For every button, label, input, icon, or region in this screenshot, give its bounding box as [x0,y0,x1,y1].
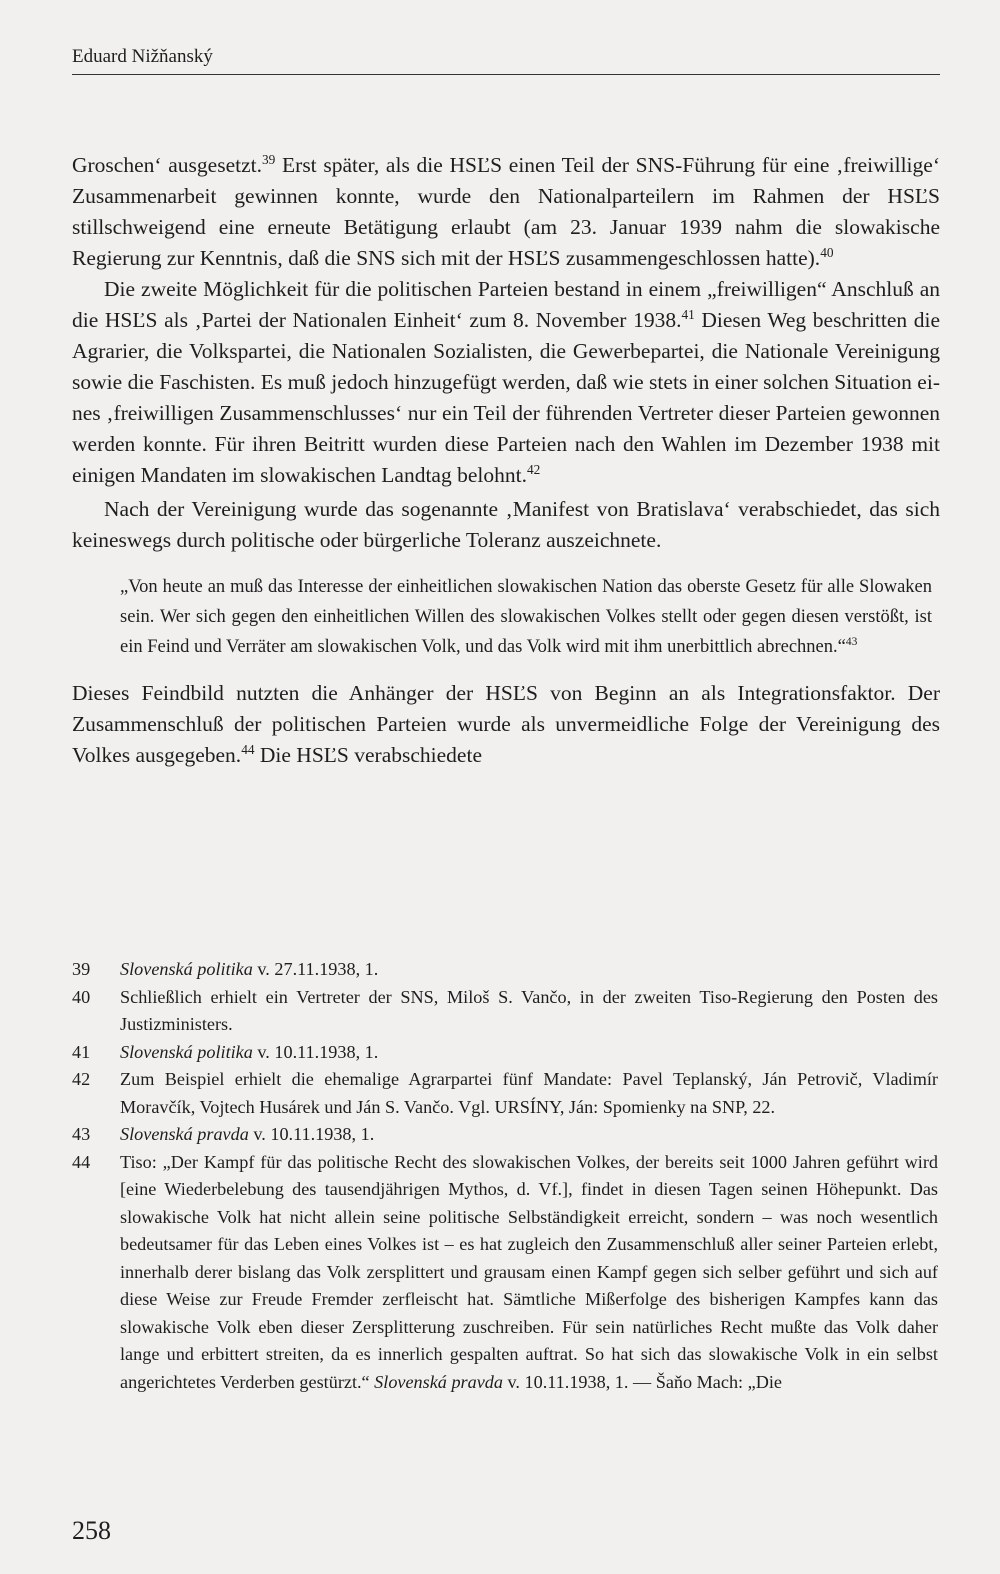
footnote-number: 44 [72,1151,91,1172]
footnote-ref-44[interactable]: 44 [241,741,255,757]
source-title: Slovenská pravda [120,1124,249,1144]
footnote-number: 39 [72,959,91,979]
footnotes [72,956,938,1396]
footnote-ref-40[interactable]: 40 [820,244,834,260]
header-author: Eduard Nižňanský [72,46,213,67]
footnote-ref-41[interactable]: 41 [681,306,695,322]
paragraph-3: Nach der Vereinigung wurde das sogenannte ‚Manifest von Bratislava‘ verabschiedet, das sich keineswegs durch politische oder bürgerliche Toleranz auszeichnete. [72,497,940,552]
footnote-number: 42 [72,1069,91,1089]
source-title: Slovenská politika [120,959,253,979]
paragraph-2: Die zweite Möglichkeit für die politischen Parteien bestand in einem „freiwilligen“ Anschluß an die HSĽS als ‚Partei der Nationalen Einheit‘ zum 8. November 1938.41 Diesen Weg beschritten die Agrarier, die Volkspartei, die Nationalen Sozialisten, die Gewerbepartei, die Nationale Vereinigung sowie die Faschisten. Es muß jedoch hinzugefügt werden, daß wie stets in einer solchen Situation eines ‚freiwilligen Zusammenschlusses‘ nur ein Teil der führenden Vertreter dieser Parteien gewonnen werden konnte. Für ihren Beitritt wurden diese Parteien nach den Wahlen im Dezember 1938 mit einigen Mandaten im slowakischen Landtag belohnt.$^{42}$ [72,277,940,487]
running-header [72,46,940,68]
footnote-number: 40 [72,986,91,1007]
source-title: Slovenská pravda [374,1371,503,1392]
footnote-number: 41 [72,1041,91,1062]
footnote-number: 43 [72,1124,91,1144]
footnote-40: 40 Schließlich erhielt ein Vertreter der SNS, Miloš S. Vančo, in der zweiten Tiso-Regierung den Posten des Justizministers. [72,984,938,1039]
main-text [72,150,940,771]
paragraph-1: Groschen‘ ausgesetzt.$^{39}$ Erst später, als die HSĽS einen Teil der SNS-Führung für eine ‚freiwillige‘ Zusammenarbeit gewinnen konnte, wurde den Nationalparteilern im Rahmen der HSĽS stillschweigend eine erneute Betätigung erlaubt (am 23. Januar 1939 nahm die slowakische Regierung zur Kenntnis, daß die SNS sich mit der HSĽS zusammengeschlossen hatte).$^{40}$ [72,151,940,270]
header-rule [72,74,940,75]
page-number: 258 [72,1516,111,1545]
footnote-41: 41 Slovenská politika v. 10.11.1938, 1. [72,1039,938,1067]
footnote-44: 44 Tiso: „Der Kampf für das politische Recht des slowakischen Volkes, der bereits seit 1000 Jahren geführt wird [eine Wiederbelebung des tausendjährigen Mythos, d. Vf.], findet in diesen Tagen seinen Höhepunkt. Das slowakische Volk hat nicht allein seine politische Selbständigkeit erreicht, sondern – was noch wesentlich bedeutsamer für das Leben eines Volkes ist – es hat zugleich den Zusammenschluß aller seiner Parteien erlebt, innerhalb derer bislang das Volk zersplittert und grausam einen Kampf gegen sich selber geführt und sich auf diese Weise zur Freude Fremder zerfleischt hat. Sämtliche Mißerfolge des bisherigen Kampfes kann das slowakische Volk eben dieser Zersplitterung zuschreiben. Für sein natürliches Recht mußte das Volk daher lange und erbittert streiten, da es innerlich gespalten auftrat. So hat sich das slowakische Volk in ein selbst angerichtetes Verderben gestürzt.“ Slovenská pravda v. 10.11.1938, 1. — Šaňo Mach: „Die [72,1149,938,1397]
footnote-ref-39[interactable]: 39 [261,151,276,167]
footnote-39: 39 Slovenská politika v. 27.11.1938, 1. [72,956,938,984]
source-title: Slovenská politika [120,1041,253,1062]
footnote-43: 43 Slovenská pravda v. 10.11.1938, 1. [72,1121,938,1149]
block-quote: „Von heute an muß das Interesse der einheitlichen slowakischen Nation das oberste Gesetz für alle Slowaken sein. Wer sich gegen den einheitlichen Willen des slowakischen Volkes stellt oder gegen diesen verstößt, ist ein Feind und Verräter am slowakischen Volk, und das Volk wird mit ihm unerbittlich abrechnen.“$^{43}$ [120,577,932,657]
paragraph-4: Dieses Feindbild nutzten die Anhänger der HSĽS von Beginn an als Integrationsfaktor. Der Zusammenschluß der politischen Parteien wurde als unvermeidliche Folge der Vereinigung des Volkes ausgegeben.$^{44}$ Die HSĽS verabschiedete [72,681,940,767]
footnote-ref-42[interactable]: 42 [526,461,541,477]
footnote-ref-43[interactable]: 43 [845,635,858,648]
footnote-42: 42 Zum Beispiel erhielt die ehemalige Agrarpartei fünf Mandate: Pavel Teplanský, Ján Petrovič, Vladimír Moravčík, Vojtech Husárek und Ján S. Vančo. Vgl. URSÍNY, Ján: Spomienky na SNP, 22. [72,1066,938,1121]
